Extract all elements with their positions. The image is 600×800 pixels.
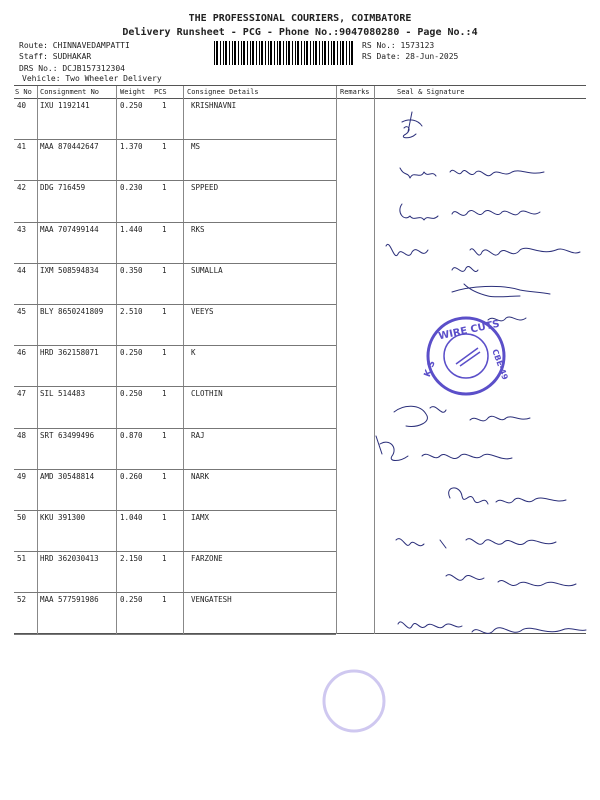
row-sno: 40 bbox=[17, 101, 27, 110]
row-weight: 0.870 bbox=[120, 431, 143, 440]
runsheet-subtitle: Delivery Runsheet - PCG - Phone No.:9047080280 - Page No.:4 bbox=[122, 27, 478, 38]
stamp-text-right: CBE-49 bbox=[490, 347, 510, 382]
row-consignment-no: IXM 508594834 bbox=[40, 266, 99, 275]
header-consignment: Consignment No bbox=[40, 88, 100, 96]
row-consignment-no: SRT 63499496 bbox=[40, 431, 95, 440]
row-consignee: VENGATESH bbox=[191, 595, 232, 604]
row-weight: 0.260 bbox=[120, 472, 143, 481]
row-pcs: 1 bbox=[162, 513, 167, 522]
row-consignment-no: MAA 577591986 bbox=[40, 595, 99, 604]
row-consignee: SPPEED bbox=[191, 183, 219, 192]
row-consignee: NARK bbox=[191, 472, 210, 481]
signature-44 bbox=[452, 266, 550, 296]
row-weight: 0.230 bbox=[120, 183, 143, 192]
row-pcs: 1 bbox=[162, 307, 167, 316]
signature-43 bbox=[386, 244, 580, 255]
row-consignee: CLOTHIN bbox=[191, 389, 223, 398]
row-weight: 0.350 bbox=[120, 266, 143, 275]
row-pcs: 1 bbox=[162, 389, 167, 398]
row-pcs: 1 bbox=[162, 142, 167, 151]
row-sno: 42 bbox=[17, 183, 27, 192]
row-weight: 1.370 bbox=[120, 142, 143, 151]
header-seal-signature: Seal & Signature bbox=[397, 88, 465, 96]
route-text: Route: CHINNAVEDAMPATTI bbox=[19, 41, 130, 50]
signature-41 bbox=[400, 168, 544, 178]
row-weight: 0.250 bbox=[120, 595, 143, 604]
row-consignee: RAJ bbox=[191, 431, 205, 440]
signature-40 bbox=[402, 112, 422, 138]
rs-number: RS No.: 1573123 bbox=[362, 41, 435, 50]
row-sno: 49 bbox=[17, 472, 27, 481]
signature-51 bbox=[446, 575, 576, 586]
row-pcs: 1 bbox=[162, 431, 167, 440]
vehicle-text: Vehicle: Two Wheeler Delivery bbox=[22, 74, 162, 83]
row-pcs: 1 bbox=[162, 472, 167, 481]
signature-47 bbox=[394, 406, 530, 426]
drs-number: DRS No.: DCJB157312304 bbox=[19, 64, 125, 73]
row-pcs: 1 bbox=[162, 266, 167, 275]
row-sno: 44 bbox=[17, 266, 27, 275]
row-weight: 2.510 bbox=[120, 307, 143, 316]
row-pcs: 1 bbox=[162, 348, 167, 357]
row-sno: 50 bbox=[17, 513, 27, 522]
row-consignee: IAMX bbox=[191, 513, 210, 522]
staff-text: Staff: SUDHAKAR bbox=[19, 52, 92, 61]
signature-52 bbox=[398, 622, 586, 634]
row-weight: 2.150 bbox=[120, 554, 143, 563]
row-consignee: K bbox=[191, 348, 196, 357]
signature-42 bbox=[400, 204, 540, 220]
row-consignment-no: SIL 514483 bbox=[40, 389, 86, 398]
row-sno: 46 bbox=[17, 348, 27, 357]
row-consignment-no: BLY 8650241809 bbox=[40, 307, 104, 316]
signature-49 bbox=[449, 488, 566, 504]
row-weight: 0.250 bbox=[120, 389, 143, 398]
header-pcs: PCS bbox=[154, 88, 167, 96]
row-consignment-no: AMD 30548814 bbox=[40, 472, 95, 481]
header-weight: Weight bbox=[120, 88, 146, 96]
row-sno: 48 bbox=[17, 431, 27, 440]
row-consignment-no: KKU 391300 bbox=[40, 513, 86, 522]
row-pcs: 1 bbox=[162, 101, 167, 110]
row-sno: 51 bbox=[17, 554, 27, 563]
row-consignee: SUMALLA bbox=[191, 266, 223, 275]
row-consignment-no: MAA 870442647 bbox=[40, 142, 99, 151]
faded-stamp-mark bbox=[324, 671, 384, 731]
row-consignment-no: IXU 1192141 bbox=[40, 101, 90, 110]
row-consignment-no: HRD 362158071 bbox=[40, 348, 99, 357]
row-sno: 45 bbox=[17, 307, 27, 316]
header-remarks: Remarks bbox=[340, 88, 370, 96]
row-pcs: 1 bbox=[162, 225, 167, 234]
row-consignment-no: DDG 716459 bbox=[40, 183, 86, 192]
row-weight: 1.040 bbox=[120, 513, 143, 522]
row-weight: 0.250 bbox=[120, 348, 143, 357]
company-title: THE PROFESSIONAL COURIERS, COIMBATORE bbox=[188, 13, 412, 24]
row-pcs: 1 bbox=[162, 183, 167, 192]
row-consignee: FARZONE bbox=[191, 554, 223, 563]
row-weight: 0.250 bbox=[120, 101, 143, 110]
row-consignee: RKS bbox=[191, 225, 205, 234]
header-consignee: Consignee Details bbox=[187, 88, 259, 96]
row-consignment-no: MAA 707499144 bbox=[40, 225, 99, 234]
row-sno: 52 bbox=[17, 595, 27, 604]
header-sno: S No bbox=[15, 88, 32, 96]
row-weight: 1.440 bbox=[120, 225, 143, 234]
row-consignee: MS bbox=[191, 142, 201, 151]
stamp-text-left: K S bbox=[422, 359, 438, 379]
row-consignment-no: HRD 362030413 bbox=[40, 554, 99, 563]
row-consignee: VEEYS bbox=[191, 307, 214, 316]
row-sno: 41 bbox=[17, 142, 27, 151]
signature-50 bbox=[396, 539, 556, 548]
row-sno: 47 bbox=[17, 389, 27, 398]
stamp-text-top: WIRE CUTS bbox=[437, 318, 501, 343]
row-consignee: KRISHNAVNI bbox=[191, 101, 237, 110]
row-pcs: 1 bbox=[162, 554, 167, 563]
signature-48 bbox=[376, 436, 512, 461]
row-pcs: 1 bbox=[162, 595, 167, 604]
rs-date: RS Date: 28-Jun-2025 bbox=[362, 52, 459, 61]
row-sno: 43 bbox=[17, 225, 27, 234]
